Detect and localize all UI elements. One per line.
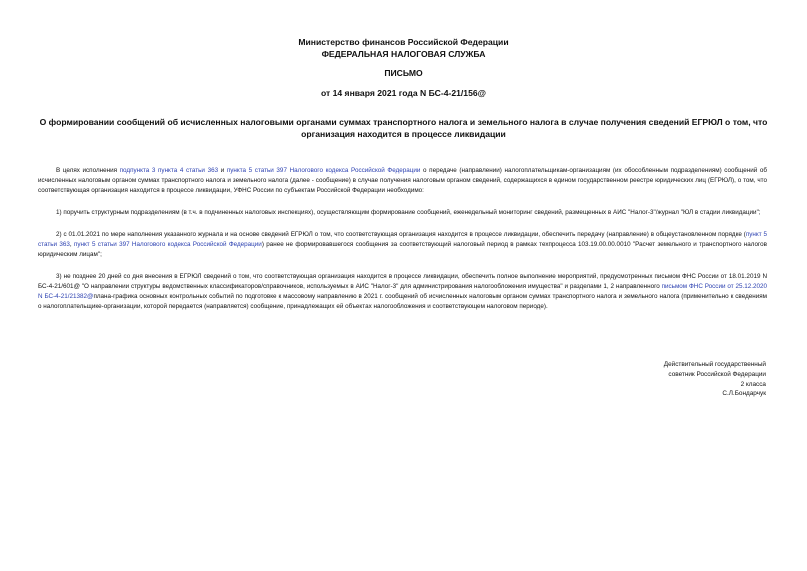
signature-line: советник Российской Федерации xyxy=(668,370,766,378)
service-name: ФЕДЕРАЛЬНАЯ НАЛОГОВАЯ СЛУЖБА xyxy=(321,48,486,59)
paragraph-intro xyxy=(38,166,767,196)
signatory-name: С.Л.Бондарчук xyxy=(722,390,766,398)
text-segment: 2) с 01.01.2021 по мере наполнения указанного журнала и на основе сведений ЕГРЮЛ о том, что соответствующая организация находится в процессе ликвидации, обеспечить передачу (направление) в общеустановленном порядке ( xyxy=(56,231,746,238)
link-article-363-p5[interactable]: пункт 5 статьи 363 xyxy=(38,231,767,248)
link-article-397[interactable]: пункта 5 статьи 397 Налогового кодекса Российской Федерации xyxy=(226,167,421,174)
document-header xyxy=(0,37,807,60)
paragraph-item-1: 1) поручить структурным подразделениям (в т.ч. в подчиненных налоговых инспекциях), осуществляющим формирование сообщений, еженедельный мониторинг сведений, размещенных в АИС "Налог-3"/журнал "ЮЛ в стадии ликвидации"; xyxy=(56,209,761,216)
document-title: О формировании сообщений об исчисленных налоговыми органами суммах транспортного налога и земельного налога в случае получения сведений ЕГРЮЛ о том, что организация находится в процессе ликвидации xyxy=(39,117,768,139)
text-segment: ) ранее не формировавшегося сообщения за соответствующий налоговый период в рамках техпроцесса 103.19.00.00.0010 "Расчет земельного и транспортного налогов юридическим лицам"; xyxy=(38,241,768,258)
text-segment: 3) не позднее 20 дней со дня внесения в ЕГРЮЛ сведений о том, что соответствующая организация находится в процессе ликвидации, обеспечить полное выполнение мероприятий, предусмотренных письмом ФНС России от 18.01.2019 N БС-4-21/601@ "О направлении структуры ведомственных классификаторов/справочников, используемых в АИС "Налог-3" для администрирования налогообложения имущества" и разделами 1, 2 направленного xyxy=(38,273,767,290)
signature-block xyxy=(664,360,766,399)
signature-line: 2 класса xyxy=(740,380,766,388)
link-article-397-p5[interactable]: пункт 5 статьи 397 Налогового кодекса Российской Федерации xyxy=(73,241,262,248)
link-article-363[interactable]: подпункта 3 пункта 4 статьи 363 xyxy=(119,167,219,174)
link-fns-letter[interactable]: письмом ФНС России от 25.12.2020 N БС-4-21/21382@ xyxy=(38,283,767,300)
document-type: ПИСЬМО xyxy=(384,68,423,78)
paragraph-item-3 xyxy=(38,272,767,312)
text-segment: , xyxy=(69,241,74,248)
signature-line: Действительный государственный xyxy=(663,361,766,368)
text-segment: о передаче (направлении) налогоплательщикам-организациям (их обособленным подразделениям) сообщений об исчисленных налоговым органом суммах транспортного налога и земельного налога (далее - сообщение) в случае получения налоговым органом сведений, содержащихся в едином государственном реестре юридических лиц (ЕГРЮЛ), о том, что соответствующая организация находится в процессе ликвидации, УФНС России по субъектам Российской Федерации необходимо: xyxy=(38,167,767,194)
text-segment: В целях исполнения xyxy=(56,167,120,174)
text-segment: и xyxy=(218,167,227,174)
date-number: от 14 января 2021 года N БС-4-21/156@ xyxy=(320,88,487,98)
ministry-name: Министерство финансов Российской Федерации xyxy=(298,37,509,47)
paragraph-item-2 xyxy=(38,230,767,260)
text-segment: плана-графика основных контрольных событий по подготовке к массовому направлению в 2021 г. сообщений об исчисленных налоговым органом суммах транспортного налога и земельного налога (применительно к сведениям о налогоплательщике-организации, которой передается (направляется) сообщение, принадлежащих ей объектах налогообложения и соответствующем налоговом периоде). xyxy=(38,293,767,310)
document-body xyxy=(38,166,767,324)
